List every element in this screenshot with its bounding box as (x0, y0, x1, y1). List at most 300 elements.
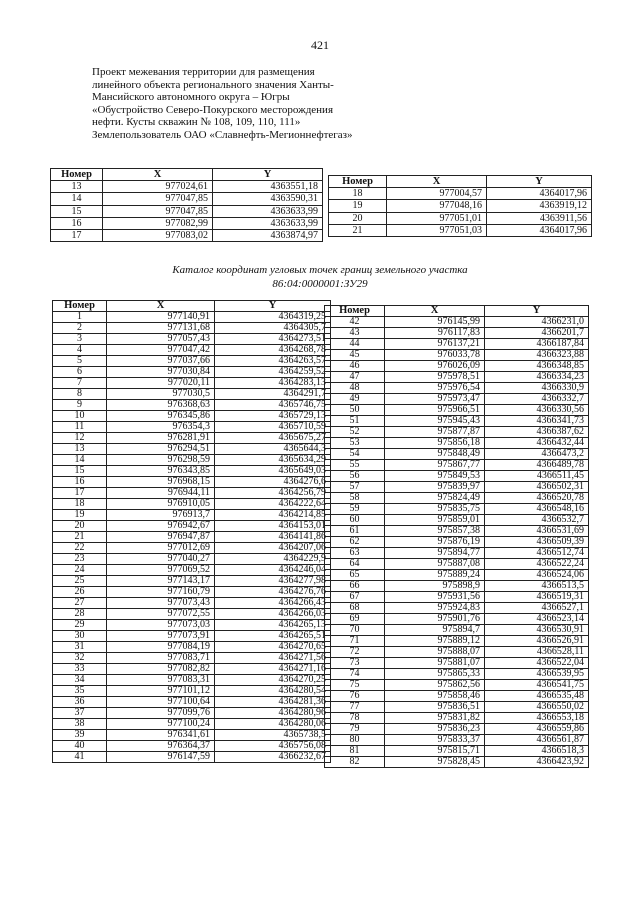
y-coordinate: 4366532,7 (485, 515, 589, 526)
x-coordinate: 975848,49 (385, 449, 485, 460)
x-coordinate: 976910,05 (107, 499, 215, 510)
point-number: 6 (53, 367, 107, 378)
table-row (53, 356, 331, 367)
table-row (53, 708, 331, 719)
table-row (53, 697, 331, 708)
coordinate-table-1 (50, 168, 323, 242)
coordinate-table-3 (52, 300, 331, 763)
y-coordinate: 4364280,54 (215, 686, 331, 697)
y-coordinate: 4366334,23 (485, 372, 589, 383)
point-number: 16 (51, 217, 103, 229)
table-row (329, 188, 592, 200)
table-row (325, 361, 589, 372)
point-number: 50 (325, 405, 385, 416)
table-row (53, 686, 331, 697)
point-number: 25 (53, 576, 107, 587)
table-row (53, 422, 331, 433)
x-coordinate: 975945,43 (385, 416, 485, 427)
point-number: 61 (325, 526, 385, 537)
table-row (51, 181, 323, 193)
table-row (53, 323, 331, 334)
x-coordinate: 977012,69 (107, 543, 215, 554)
y-coordinate: 4364259,52 (215, 367, 331, 378)
table-row (53, 334, 331, 345)
column-header: Y (215, 301, 331, 312)
point-number: 27 (53, 598, 107, 609)
x-coordinate: 975889,12 (385, 636, 485, 647)
table-row (325, 746, 589, 757)
catalog-code: 86:04:0000001:ЗУ29 (272, 278, 368, 290)
table-row (53, 642, 331, 653)
x-coordinate: 977143,17 (107, 576, 215, 587)
y-coordinate: 4364271,56 (215, 653, 331, 664)
x-coordinate: 975877,87 (385, 427, 485, 438)
y-coordinate: 4363633,99 (213, 217, 323, 229)
table-row (53, 675, 331, 686)
table-row (325, 471, 589, 482)
point-number: 38 (53, 719, 107, 730)
table-header-row (325, 306, 589, 317)
y-coordinate: 4366531,69 (485, 526, 589, 537)
x-coordinate: 976033,78 (385, 350, 485, 361)
x-coordinate: 977101,12 (107, 686, 215, 697)
x-coordinate: 977047,42 (107, 345, 215, 356)
table-row (325, 537, 589, 548)
point-number: 43 (325, 328, 385, 339)
y-coordinate: 4366330,56 (485, 405, 589, 416)
document-header (92, 66, 392, 142)
y-coordinate: 4364270,25 (215, 675, 331, 686)
table-row (51, 229, 323, 241)
table-row (53, 609, 331, 620)
point-number: 69 (325, 614, 385, 625)
point-number: 75 (325, 680, 385, 691)
y-coordinate: 4363633,99 (213, 205, 323, 217)
table-row (53, 719, 331, 730)
x-coordinate: 975856,18 (385, 438, 485, 449)
y-coordinate: 4366341,73 (485, 416, 589, 427)
table-row (53, 532, 331, 543)
y-coordinate: 4364277,98 (215, 576, 331, 587)
table-row (325, 592, 589, 603)
point-number: 54 (325, 449, 385, 460)
x-coordinate: 977084,19 (107, 642, 215, 653)
x-coordinate: 977040,27 (107, 554, 215, 565)
point-number: 47 (325, 372, 385, 383)
table-row (53, 312, 331, 323)
x-coordinate: 977100,24 (107, 719, 215, 730)
column-header: X (385, 306, 485, 317)
y-coordinate: 4364207,06 (215, 543, 331, 554)
table-header-row (51, 169, 323, 181)
x-coordinate: 975859,01 (385, 515, 485, 526)
point-number: 59 (325, 504, 385, 515)
y-coordinate: 4363874,97 (213, 229, 323, 241)
point-number: 32 (53, 653, 107, 664)
y-coordinate: 4366550,02 (485, 702, 589, 713)
point-number: 31 (53, 642, 107, 653)
header-line: нефти. Кусты скважин № 108, 109, 110, 111» (92, 116, 301, 129)
header-line: Проект межевания территории для размещения (92, 66, 315, 78)
point-number: 76 (325, 691, 385, 702)
x-coordinate: 977037,66 (107, 356, 215, 367)
point-number: 53 (325, 438, 385, 449)
y-coordinate: 4364265,51 (215, 631, 331, 642)
x-coordinate: 976117,83 (385, 328, 485, 339)
point-number: 74 (325, 669, 385, 680)
point-number: 8 (53, 389, 107, 400)
table-row (51, 193, 323, 205)
x-coordinate: 977024,61 (103, 181, 213, 193)
point-number: 14 (51, 193, 103, 205)
point-number: 30 (53, 631, 107, 642)
table-row (325, 724, 589, 735)
x-coordinate: 975828,45 (385, 757, 485, 768)
table-row (53, 444, 331, 455)
table-row (53, 510, 331, 521)
y-coordinate: 4365738,5 (215, 730, 331, 741)
table-row (53, 598, 331, 609)
table-row (325, 482, 589, 493)
x-coordinate: 977057,43 (107, 334, 215, 345)
x-coordinate: 977048,16 (387, 200, 487, 212)
y-coordinate: 4364141,86 (215, 532, 331, 543)
point-number: 7 (53, 378, 107, 389)
y-coordinate: 4365746,75 (215, 400, 331, 411)
point-number: 49 (325, 394, 385, 405)
point-number: 78 (325, 713, 385, 724)
column-header: Номер (51, 169, 103, 181)
page-number: 421 (311, 38, 329, 52)
y-coordinate: 4364273,51 (215, 334, 331, 345)
y-coordinate: 4363551,18 (213, 181, 323, 193)
x-coordinate: 975876,19 (385, 537, 485, 548)
point-number: 56 (325, 471, 385, 482)
x-coordinate: 975833,37 (385, 735, 485, 746)
point-number: 77 (325, 702, 385, 713)
table-row (325, 372, 589, 383)
y-coordinate: 4364270,65 (215, 642, 331, 653)
y-coordinate: 4366323,88 (485, 350, 589, 361)
y-coordinate: 4364271,16 (215, 664, 331, 675)
point-number: 82 (325, 757, 385, 768)
y-coordinate: 4365649,03 (215, 466, 331, 477)
y-coordinate: 4365729,13 (215, 411, 331, 422)
y-coordinate: 4363590,31 (213, 193, 323, 205)
header-line: линейного объекта регионального значения Ханты- (92, 78, 334, 91)
y-coordinate: 4364276,6 (215, 477, 331, 488)
table-row (53, 466, 331, 477)
table-row (325, 625, 589, 636)
header-line: Мансийского автономного округа – Югры (92, 91, 290, 104)
x-coordinate: 975889,24 (385, 570, 485, 581)
table-row (325, 658, 589, 669)
x-coordinate: 975836,51 (385, 702, 485, 713)
x-coordinate: 977131,68 (107, 323, 215, 334)
table-row (325, 350, 589, 361)
x-coordinate: 977030,5 (107, 389, 215, 400)
y-coordinate: 4364305,7 (215, 323, 331, 334)
y-coordinate: 4364266,03 (215, 609, 331, 620)
point-number: 13 (53, 444, 107, 455)
y-coordinate: 4366502,31 (485, 482, 589, 493)
point-number: 21 (53, 532, 107, 543)
column-header: X (107, 301, 215, 312)
point-number: 52 (325, 427, 385, 438)
table-row (325, 548, 589, 559)
y-coordinate: 4366519,31 (485, 592, 589, 603)
y-coordinate: 4364263,57 (215, 356, 331, 367)
y-coordinate: 4366509,39 (485, 537, 589, 548)
table-row (325, 570, 589, 581)
point-number: 46 (325, 361, 385, 372)
x-coordinate: 977073,03 (107, 620, 215, 631)
point-number: 28 (53, 609, 107, 620)
table-row (325, 416, 589, 427)
point-number: 3 (53, 334, 107, 345)
point-number: 41 (53, 752, 107, 763)
x-coordinate: 975931,56 (385, 592, 485, 603)
point-number: 10 (53, 411, 107, 422)
point-number: 68 (325, 603, 385, 614)
table-row (325, 735, 589, 746)
y-coordinate: 4364268,78 (215, 345, 331, 356)
table-row (325, 680, 589, 691)
point-number: 9 (53, 400, 107, 411)
catalog-title: Каталог координат угловых точек границ земельного участка (172, 264, 468, 276)
x-coordinate: 975901,76 (385, 614, 485, 625)
y-coordinate: 4366535,48 (485, 691, 589, 702)
point-number: 14 (53, 455, 107, 466)
coordinate-table-4 (324, 305, 589, 768)
table-row (53, 730, 331, 741)
y-coordinate: 4366187,84 (485, 339, 589, 350)
point-number: 17 (53, 488, 107, 499)
point-number: 21 (329, 224, 387, 236)
x-coordinate: 977140,91 (107, 312, 215, 323)
x-coordinate: 975836,23 (385, 724, 485, 735)
x-coordinate: 977083,31 (107, 675, 215, 686)
point-number: 1 (53, 312, 107, 323)
x-coordinate: 976147,59 (107, 752, 215, 763)
y-coordinate: 4364222,64 (215, 499, 331, 510)
point-number: 44 (325, 339, 385, 350)
y-coordinate: 4364017,96 (487, 224, 592, 236)
table-row (325, 603, 589, 614)
table-row (53, 367, 331, 378)
point-number: 55 (325, 460, 385, 471)
x-coordinate: 976942,67 (107, 521, 215, 532)
coordinate-table-2 (328, 175, 592, 237)
table-row (53, 741, 331, 752)
table-row (325, 317, 589, 328)
point-number: 40 (53, 741, 107, 752)
x-coordinate: 975894,77 (385, 548, 485, 559)
column-header: Y (213, 169, 323, 181)
column-header: Номер (325, 306, 385, 317)
point-number: 18 (329, 188, 387, 200)
y-coordinate: 4364265,13 (215, 620, 331, 631)
x-coordinate: 976294,51 (107, 444, 215, 455)
x-coordinate: 976968,15 (107, 477, 215, 488)
point-number: 16 (53, 477, 107, 488)
table-row (325, 427, 589, 438)
point-number: 57 (325, 482, 385, 493)
x-coordinate: 977160,79 (107, 587, 215, 598)
point-number: 15 (51, 205, 103, 217)
y-coordinate: 4366232,67 (215, 752, 331, 763)
y-coordinate: 4364276,76 (215, 587, 331, 598)
table-row (325, 757, 589, 768)
x-coordinate: 977072,55 (107, 609, 215, 620)
table-row (53, 521, 331, 532)
x-coordinate: 976364,37 (107, 741, 215, 752)
column-header: Y (487, 176, 592, 188)
point-number: 70 (325, 625, 385, 636)
x-coordinate: 975976,54 (385, 383, 485, 394)
table-row (53, 455, 331, 466)
table-row (325, 581, 589, 592)
table-row (325, 394, 589, 405)
table-row (325, 405, 589, 416)
y-coordinate: 4366561,87 (485, 735, 589, 746)
x-coordinate: 977083,71 (107, 653, 215, 664)
table-row (325, 328, 589, 339)
y-coordinate: 4366473,2 (485, 449, 589, 460)
y-coordinate: 4365710,59 (215, 422, 331, 433)
point-number: 71 (325, 636, 385, 647)
point-number: 11 (53, 422, 107, 433)
header-line: «Обустройство Северо-Покурского месторождения (92, 103, 334, 116)
y-coordinate: 4366512,74 (485, 548, 589, 559)
table-row (325, 460, 589, 471)
point-number: 19 (53, 510, 107, 521)
table-row (325, 559, 589, 570)
x-coordinate: 976354,3 (107, 422, 215, 433)
point-number: 19 (329, 200, 387, 212)
x-coordinate: 975835,75 (385, 504, 485, 515)
x-coordinate: 977082,99 (103, 217, 213, 229)
point-number: 20 (53, 521, 107, 532)
point-number: 45 (325, 350, 385, 361)
table-header-row (53, 301, 331, 312)
x-coordinate: 975839,97 (385, 482, 485, 493)
y-coordinate: 4366553,18 (485, 713, 589, 724)
point-number: 33 (53, 664, 107, 675)
x-coordinate: 976913,7 (107, 510, 215, 521)
y-coordinate: 4366332,7 (485, 394, 589, 405)
table-row (325, 702, 589, 713)
point-number: 23 (53, 554, 107, 565)
y-coordinate: 4366541,75 (485, 680, 589, 691)
point-number: 79 (325, 724, 385, 735)
x-coordinate: 975849,53 (385, 471, 485, 482)
y-coordinate: 4366518,3 (485, 746, 589, 757)
point-number: 12 (53, 433, 107, 444)
point-number: 48 (325, 383, 385, 394)
y-coordinate: 4366548,16 (485, 504, 589, 515)
y-coordinate: 4364281,36 (215, 697, 331, 708)
point-number: 51 (325, 416, 385, 427)
table-row (325, 669, 589, 680)
x-coordinate: 975898,9 (385, 581, 485, 592)
point-number: 39 (53, 730, 107, 741)
y-coordinate: 4364319,25 (215, 312, 331, 323)
point-number: 26 (53, 587, 107, 598)
y-coordinate: 4364283,13 (215, 378, 331, 389)
x-coordinate: 977100,64 (107, 697, 215, 708)
x-coordinate: 977047,85 (103, 205, 213, 217)
table-row (53, 400, 331, 411)
point-number: 67 (325, 592, 385, 603)
y-coordinate: 4365634,29 (215, 455, 331, 466)
x-coordinate: 976137,21 (385, 339, 485, 350)
x-coordinate: 976944,11 (107, 488, 215, 499)
y-coordinate: 4366231,0 (485, 317, 589, 328)
x-coordinate: 976343,85 (107, 466, 215, 477)
y-coordinate: 4366489,78 (485, 460, 589, 471)
x-coordinate: 976026,09 (385, 361, 485, 372)
x-coordinate: 975887,08 (385, 559, 485, 570)
table-row (325, 526, 589, 537)
y-coordinate: 4366527,1 (485, 603, 589, 614)
y-coordinate: 4366524,06 (485, 570, 589, 581)
point-number: 81 (325, 746, 385, 757)
table-row (53, 631, 331, 642)
y-coordinate: 4364153,01 (215, 521, 331, 532)
x-coordinate: 975978,51 (385, 372, 485, 383)
x-coordinate: 976281,91 (107, 433, 215, 444)
y-coordinate: 4366511,45 (485, 471, 589, 482)
y-coordinate: 4366432,44 (485, 438, 589, 449)
x-coordinate: 977099,76 (107, 708, 215, 719)
y-coordinate: 4364291,7 (215, 389, 331, 400)
y-coordinate: 4365644,3 (215, 444, 331, 455)
point-number: 5 (53, 356, 107, 367)
y-coordinate: 4366523,14 (485, 614, 589, 625)
y-coordinate: 4366522,24 (485, 559, 589, 570)
table-row (325, 504, 589, 515)
point-number: 73 (325, 658, 385, 669)
y-coordinate: 4364246,04 (215, 565, 331, 576)
y-coordinate: 4363911,56 (487, 212, 592, 224)
column-header: Y (485, 306, 589, 317)
point-number: 2 (53, 323, 107, 334)
y-coordinate: 4364229,9 (215, 554, 331, 565)
x-coordinate: 975824,49 (385, 493, 485, 504)
y-coordinate: 4366520,78 (485, 493, 589, 504)
table-row (325, 691, 589, 702)
x-coordinate: 977073,43 (107, 598, 215, 609)
y-coordinate: 4366530,91 (485, 625, 589, 636)
x-coordinate: 975867,77 (385, 460, 485, 471)
table-row (325, 515, 589, 526)
point-number: 29 (53, 620, 107, 631)
table-row (53, 576, 331, 587)
x-coordinate: 977073,91 (107, 631, 215, 642)
point-number: 22 (53, 543, 107, 554)
point-number: 63 (325, 548, 385, 559)
x-coordinate: 977082,82 (107, 664, 215, 675)
point-number: 65 (325, 570, 385, 581)
x-coordinate: 976345,86 (107, 411, 215, 422)
table-row (51, 217, 323, 229)
y-coordinate: 4366387,62 (485, 427, 589, 438)
point-number: 62 (325, 537, 385, 548)
x-coordinate: 977051,01 (387, 212, 487, 224)
table-row (53, 543, 331, 554)
y-coordinate: 4365675,27 (215, 433, 331, 444)
